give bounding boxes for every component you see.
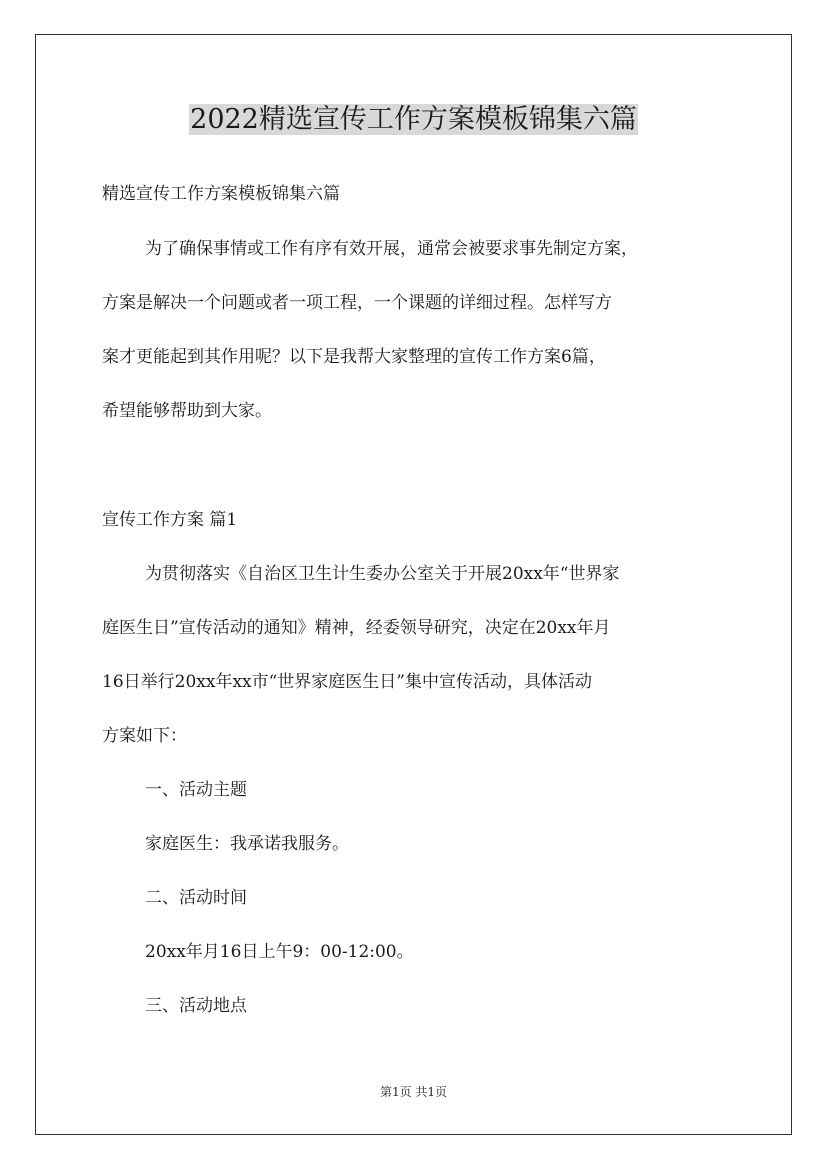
document-title-text: 2022精选宣传工作方案模板锦集六篇 bbox=[190, 104, 637, 135]
body-line-4: 方案如下： bbox=[102, 726, 187, 746]
page-footer: 第1页 共1页 bbox=[379, 1085, 448, 1099]
body-line-2: 庭医生日”宣传活动的通知》精神，经委领导研究，决定在20xx年月 bbox=[102, 618, 611, 638]
document-subtitle: 精选宣传工作方案模板锦集六篇 bbox=[102, 184, 340, 204]
item-activity-theme: 家庭医生：我承诺我服务。 bbox=[145, 834, 349, 854]
body-line-3: 16日举行20xx年xx市“世界家庭医生日”集中宣传活动，具体活动 bbox=[102, 672, 592, 692]
section-heading: 宣传工作方案 篇1 bbox=[102, 510, 238, 530]
intro-line-3: 案才更能起到其作用呢？以下是我帮大家整理的宣传工作方案6篇， bbox=[102, 347, 606, 367]
intro-line-2: 方案是解决一个问题或者一项工程，一个课题的详细过程。怎样写方 bbox=[102, 293, 612, 313]
body-line-1: 为贯彻落实《自治区卫生计生委办公室关于开展20xx年“世界家 bbox=[145, 564, 620, 584]
intro-line-1: 为了确保事情或工作有序有效开展，通常会被要求事先制定方案， bbox=[145, 239, 638, 259]
item-activity-location-heading: 三、活动地点 bbox=[145, 996, 247, 1016]
item-activity-time: 20xx年月16日上午9：00-12:00。 bbox=[145, 942, 414, 962]
item-activity-time-heading: 二、活动时间 bbox=[145, 888, 247, 908]
intro-line-4: 希望能够帮助到大家。 bbox=[102, 401, 272, 421]
document-title bbox=[0, 98, 827, 142]
item-activity-theme-heading: 一、活动主题 bbox=[145, 780, 247, 800]
